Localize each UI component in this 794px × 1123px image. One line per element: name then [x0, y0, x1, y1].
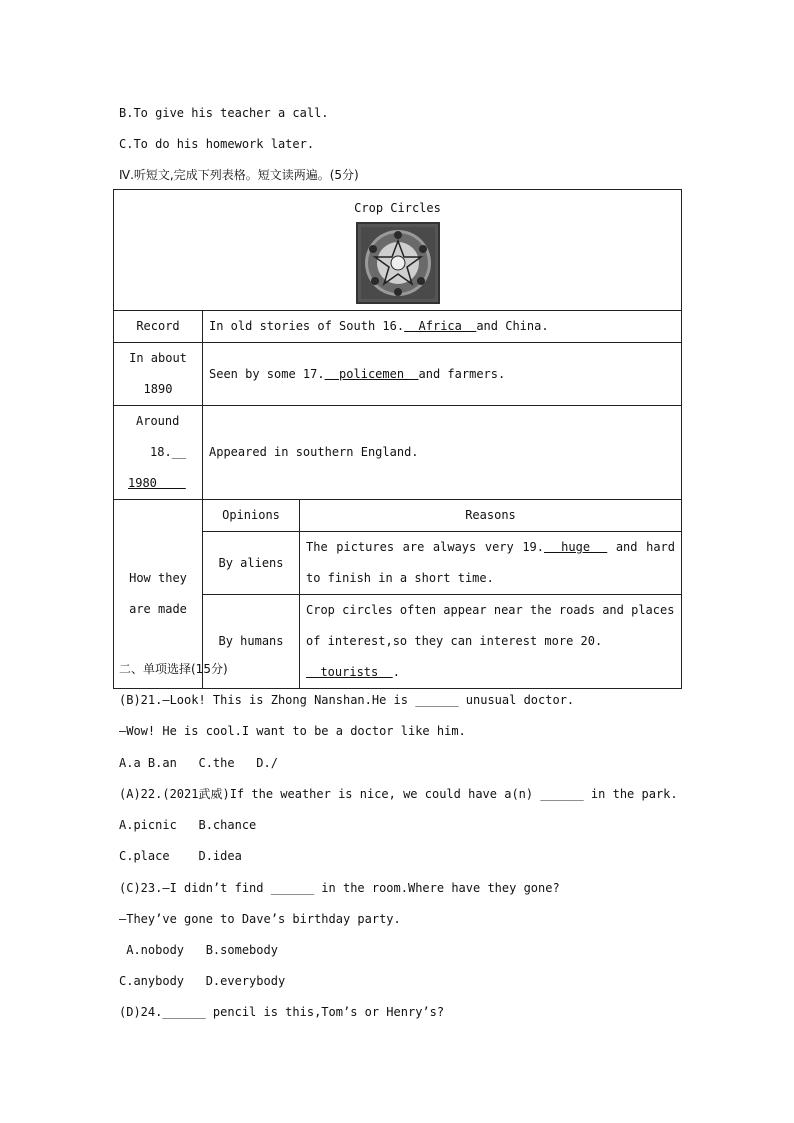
- by-humans-reason: [300, 595, 682, 689]
- row-1890-text: Seen by some 17.: [209, 366, 325, 381]
- q21-line1: (B)21.—Look! This is Zhong Nanshan.He is ______ unusual doctor.: [119, 693, 575, 707]
- record-text-after: and China.: [476, 319, 549, 333]
- aliens-text-after: and hard to finish in a short time.: [306, 540, 675, 585]
- record-text: In old stories of South 16.: [209, 319, 405, 333]
- q23-line1: (C)23.—I didn’t find ______ in the room.Where have they gone?: [119, 881, 560, 895]
- option-b: B.To give his teacher a call.: [119, 106, 329, 120]
- reasons-header: Reasons: [300, 500, 682, 532]
- row-around-label-line2: [128, 437, 196, 468]
- how-made-label-line1: How they: [129, 571, 187, 585]
- row-1890-label-line2: 1890: [143, 382, 173, 396]
- record-label: Record: [114, 311, 203, 343]
- record-cell: [203, 311, 682, 343]
- table-title-cell: [114, 190, 682, 311]
- q22-line1: (A)22.(2021武威)If the weather is nice, we could have a(n) ______ in the park.: [119, 787, 678, 801]
- answer-17: policemen: [324, 366, 419, 381]
- section-2-heading: 二、单项选择(15分): [119, 662, 228, 676]
- q21-line2: —Wow! He is cool.I want to be a doctor like him.: [119, 724, 466, 738]
- crop-circle-picture: [356, 222, 440, 304]
- q22-options1: A.picnic B.chance: [119, 818, 257, 832]
- q22-options2: C.place D.idea: [119, 849, 242, 863]
- humans-text-after: .: [392, 665, 400, 679]
- row-around-label: [114, 406, 203, 500]
- row-1890-label-line1: In about: [129, 351, 187, 365]
- option-c: C.To do his homework later.: [119, 137, 315, 151]
- answer-18: 1980: [128, 476, 186, 490]
- row-around-label-line1: Around: [136, 414, 180, 428]
- section-4-heading: Ⅳ.听短文,完成下列表格。短文读两遍。(5分): [119, 168, 359, 182]
- by-aliens-reason: [300, 532, 682, 595]
- aliens-text: The pictures are always very 19.: [306, 540, 544, 554]
- q23-line2: —They’ve gone to Dave’s birthday party.: [119, 912, 401, 926]
- crop-circles-table: [113, 189, 682, 689]
- q24-line1: (D)24.______ pencil is this,Tom’s or Henry’s?: [119, 1005, 445, 1019]
- opinions-header: Opinions: [203, 500, 300, 532]
- table-title: Crop Circles: [354, 201, 441, 215]
- row-1890-text-after: and farmers.: [418, 366, 506, 381]
- humans-text: Crop circles often appear near the roads and places of interest,so they can interest more 20.: [306, 603, 675, 648]
- how-made-label-line2: are made: [129, 602, 187, 616]
- answer-20: tourists: [306, 665, 393, 679]
- row-1890-cell: [203, 343, 682, 406]
- by-aliens-label: By aliens: [203, 532, 300, 595]
- blank-18-line: __: [171, 445, 187, 459]
- answer-16: Africa: [404, 319, 477, 333]
- by-humans-label: By humans: [203, 595, 300, 689]
- q23-options1: A.nobody B.somebody: [119, 943, 278, 957]
- row-around-text: Appeared in southern England.: [203, 406, 682, 500]
- q23-options2: C.anybody D.everybody: [119, 974, 286, 988]
- row-1890-label: [114, 343, 203, 406]
- answer-19: huge: [544, 540, 608, 554]
- q21-options: A.a B.an C.the D./: [119, 756, 278, 770]
- blank-18-number: 18.: [150, 445, 172, 459]
- crop-circle-image: [361, 227, 435, 299]
